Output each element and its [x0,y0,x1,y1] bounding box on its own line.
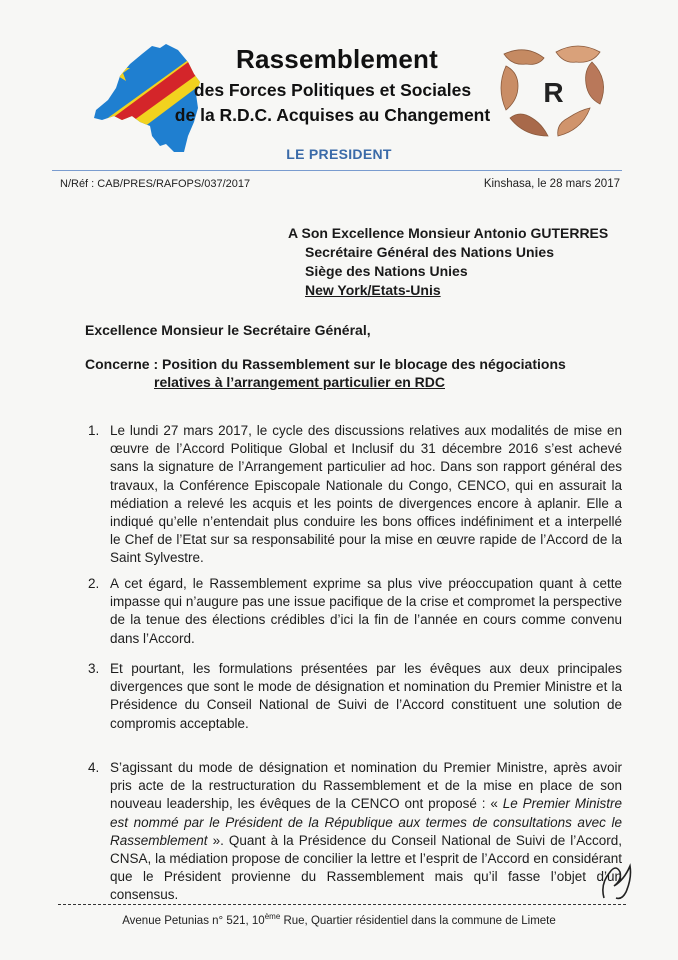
footer-superscript: ème [264,912,281,921]
handwritten-initial-signature [596,858,638,904]
footer-divider [58,904,626,905]
addressee-line-2: Secrétaire Général des Nations Unies [305,244,554,260]
logo-letter-r: R [543,77,564,108]
header-divider [52,170,622,171]
footer-address-part: Avenue Petunias n° 521, 10 [122,914,265,927]
paragraph-1 [88,422,622,568]
letter-date: Kinshasa, le 28 mars 2017 [483,178,620,190]
president-heading: LE PRESIDENT [286,146,392,162]
paragraph-text: Le lundi 27 mars 2017, le cycle des discussions relatives aux modalités de mise en œuvre de l’Accord Politique Global et Inclusif du 31 décembre 2016 s’est achevé sans la signature de l’Arrangement particulier ad hoc. Dans son rapport général des travaux, la Conférence Episcopale Nationale du Congo, CENCO, qui en assurait la médiation a relevé les acquis et les points de divergences encore à aplanir. Elle a indiqué qu’elle n’entendait plus conduire les bons offices indéfiniment et a interpellé le Chef de l’Etat sur sa responsabilité pour la mise en œuvre rapide de l’Accord de la Saint Sylvestre. [110,423,622,566]
organization-subtitle [160,78,505,128]
paragraph-text-part: S’agissant du mode de désignation et nomination du Premier Ministre, après avoir pris acte de la restructuration du Rassemblement et de la mise en place de son nouveau leadership, les évêques de la CENCO ont proposé : « [110,760,622,812]
footer-address-part: Rue, Quartier résidentiel dans la commune de Limete [280,914,556,927]
footer-address [0,912,678,927]
paragraph-text-part: ». Quant à la Présidence du Conseil National de Suivi de l’Accord, CNSA, la médiation propose de concilier la lettre et l’esprit de l’Accord en considérant que le Président provienne du Rassemblement mais qu’il fasse l’objet d’un consensus. [110,832,622,903]
paragraph-text: Et pourtant, les formulations présentées par les évêques aux deux principales divergences que sont le mode de désignation et nomination du Premier Ministre et la Présidence du Conseil National de Suivi de l’Accord constituent une solution de compromis acceptable. [110,661,622,731]
quoted-proposal: Le Premier Ministre est nommé par le Président de la République aux termes de consultations avec le Rassemblement [110,796,622,848]
salutation: Excellence Monsieur le Secrétaire Général, [85,322,371,338]
subtitle-line-1: des Forces Politiques et Sociales [193,80,472,100]
addressee-line-1: A Son Excellence Monsieur Antonio GUTERRES [288,225,609,241]
paragraph-3 [88,660,622,733]
paragraph-text: A cet égard, le Rassemblement exprime sa plus vive préoccupation quant à cette impasse qui n’augure pas une issue pacifique de la crise et compromet la perspective de la tenue des élections crédibles d’ici la fin de l’année en cours comme convenu dans l’Accord. [110,576,622,646]
subject-line-2: relatives à l’arrangement particulier en RDC [154,374,445,390]
addressee-block [288,224,608,300]
paragraph-2 [88,575,622,648]
subject-line-1: Position du Rassemblement sur le blocage des négociations [162,356,566,372]
paragraph-number: 2. [88,576,100,591]
reference-number: N/Réf : CAB/PRES/RAFOPS/037/2017 [60,178,251,190]
paragraph-number: 3. [88,661,100,676]
joined-hands-logo [496,40,611,140]
paragraph-text [110,759,622,905]
subject-label: Concerne : [85,356,163,372]
paragraph-number: 1. [88,423,100,438]
addressee-line-4: New York/Etats-Unis [305,282,441,298]
addressee-line-3: Siège des Nations Unies [305,263,468,279]
organization-title: Rassemblement [235,44,439,74]
subject-block [85,355,625,391]
subtitle-line-2: de la R.D.C. Acquises au Changement [174,105,491,125]
paragraph-4 [88,759,622,905]
paragraph-number: 4. [88,760,100,775]
